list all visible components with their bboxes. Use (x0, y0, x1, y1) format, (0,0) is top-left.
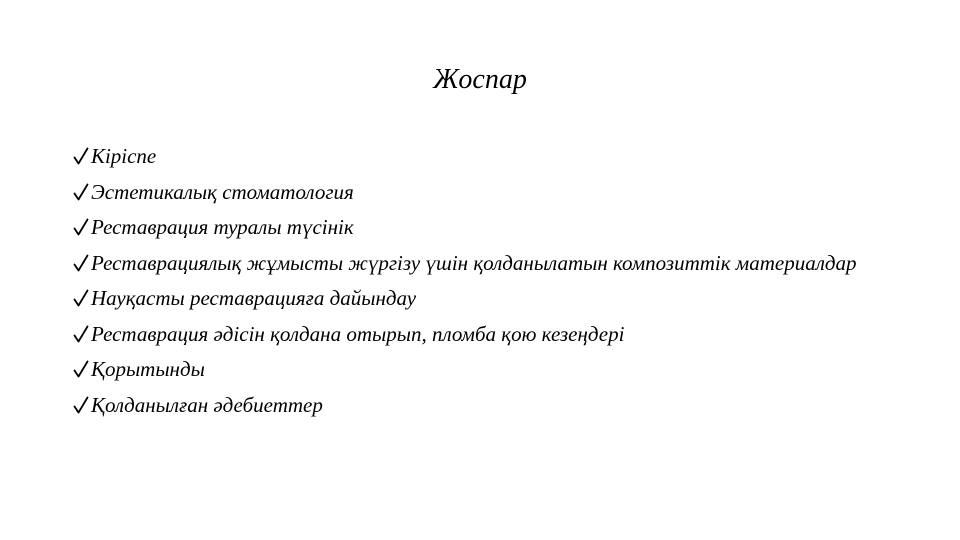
list-item (73, 322, 893, 347)
check-icon (73, 324, 89, 344)
check-icon (73, 395, 89, 415)
list-item (73, 144, 893, 169)
list-item (73, 357, 893, 382)
plan-list (73, 144, 893, 428)
check-icon (73, 146, 89, 166)
list-item-text: Науқасты реставрацияға дайындау (91, 286, 417, 310)
check-icon (73, 217, 89, 237)
list-item-text: Қолданылған әдебиеттер (91, 392, 323, 417)
check-icon (73, 253, 89, 273)
list-item-text: Эстетикалық стоматология (91, 179, 354, 204)
list-item (73, 215, 893, 240)
list-item (73, 251, 893, 276)
page-title-text: Жоспар (433, 64, 527, 95)
list-item (73, 286, 893, 311)
list-item-text: Кіріспе (91, 144, 157, 168)
list-item-text: Қорытынды (91, 357, 205, 381)
page-title (0, 62, 960, 98)
list-item (73, 180, 893, 205)
check-icon (73, 182, 89, 202)
check-icon (73, 359, 89, 379)
list-item-text: Реставрация туралы түсінік (91, 215, 354, 239)
check-icon (73, 288, 89, 308)
list-item (73, 393, 893, 418)
list-item-text: Реставрациялық жұмысты жүргізу үшін қолданылатын композиттік материалдар (91, 250, 857, 275)
list-item-text: Реставрация әдісін қолдана отырып, пломба қою кезеңдері (91, 321, 625, 346)
